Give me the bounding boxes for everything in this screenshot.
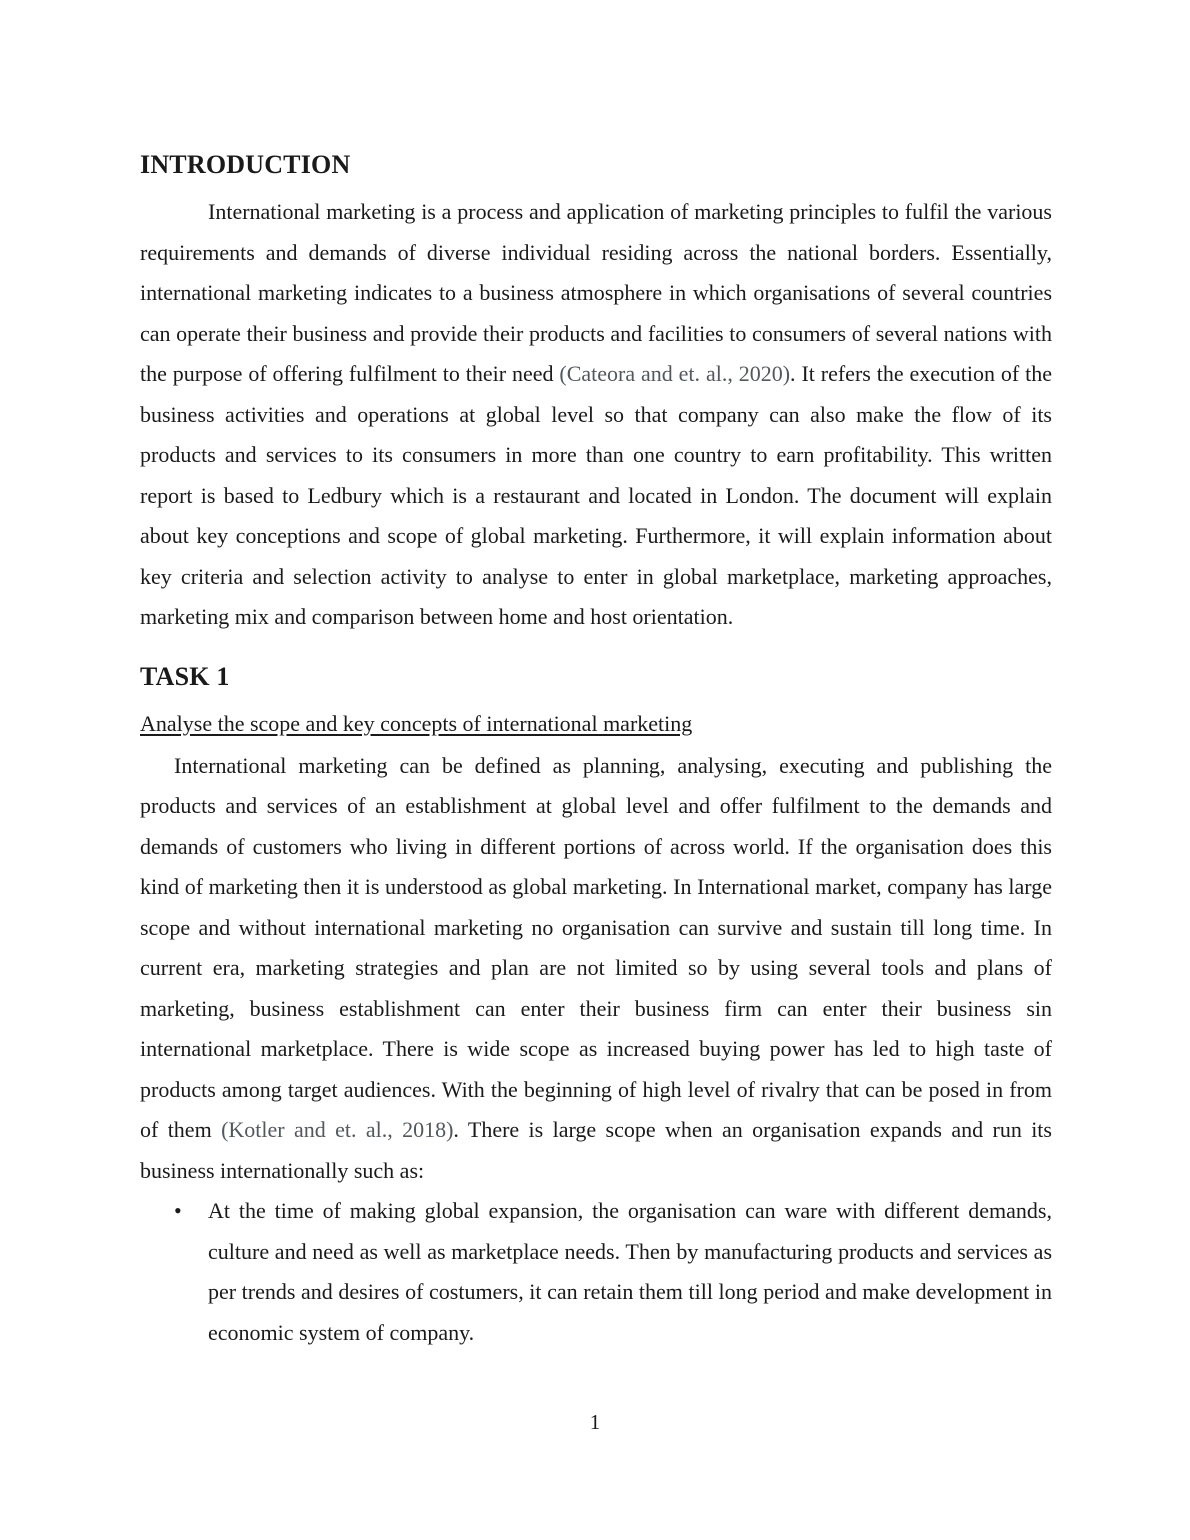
page-number: 1	[589, 1410, 601, 1434]
list-item	[140, 1191, 1052, 1353]
introduction-paragraph: International marketing is a process and application of marketing principles to fulfil the various requirements and demands of diverse individual residing across the national borders. Essentially, international marketing indicates to a business atmosphere in which organisations of several countries can operate their business and provide their products and facilities to consumers of several nations with the purpose of offering fulfilment to their need (Cateora and et. al., 2020). It refers the execution of the business activities and operations at global level so that company can also make the flow of its products and services to its consumers in more than one country to earn profitability. This written report is based to Ledbury which is a restaurant and located in London. The document will explain about key conceptions and scope of global marketing. Furthermore, it will explain information about key criteria and selection activity to analyse to enter in global marketplace, marketing approaches, marketing mix and comparison between home and host orientation.	[140, 199, 1053, 629]
bullet-text: At the time of making global expansion, the organisation can ware with different demands, culture and need as well as marketplace needs. Then by manufacturing products and services as per trends and desires of costumers, it can retain them till long period and make development in economic system of company.	[208, 1198, 1052, 1345]
task1-subheading: Analyse the scope and key concepts of international marketing	[140, 710, 693, 736]
task1-heading: TASK 1	[140, 661, 230, 691]
citation-text: (Cateora and et. al., 2020)	[559, 361, 791, 386]
task1-bullet-list	[140, 1191, 1052, 1353]
task1-paragraph: International marketing can be defined as planning, analysing, executing and publishing the products and services of an establishment at global level and offer fulfilment to the demands and demands of customers who living in different portions of across world. If the organisation does this kind of marketing then it is understood as global marketing. In International market, company has large scope and without international marketing no organisation can survive and sustain till long time. In current era, marketing strategies and plan are not limited so by using several tools and plans of marketing, business establishment can enter their business firm can enter their business sin international marketplace. There is wide scope as increased buying power has led to high taste of products among target audiences. With the beginning of high level of rivalry that can be posed in from of them (Kotler and et. al., 2018). There is large scope when an organisation expands and run its business internationally such as:	[140, 752, 1052, 1183]
citation-text: (Kotler and et. al., 2018)	[221, 1117, 454, 1142]
bullet-icon: •	[174, 1198, 182, 1223]
introduction-heading: INTRODUCTION	[140, 150, 351, 179]
document-body	[140, 150, 1052, 1353]
